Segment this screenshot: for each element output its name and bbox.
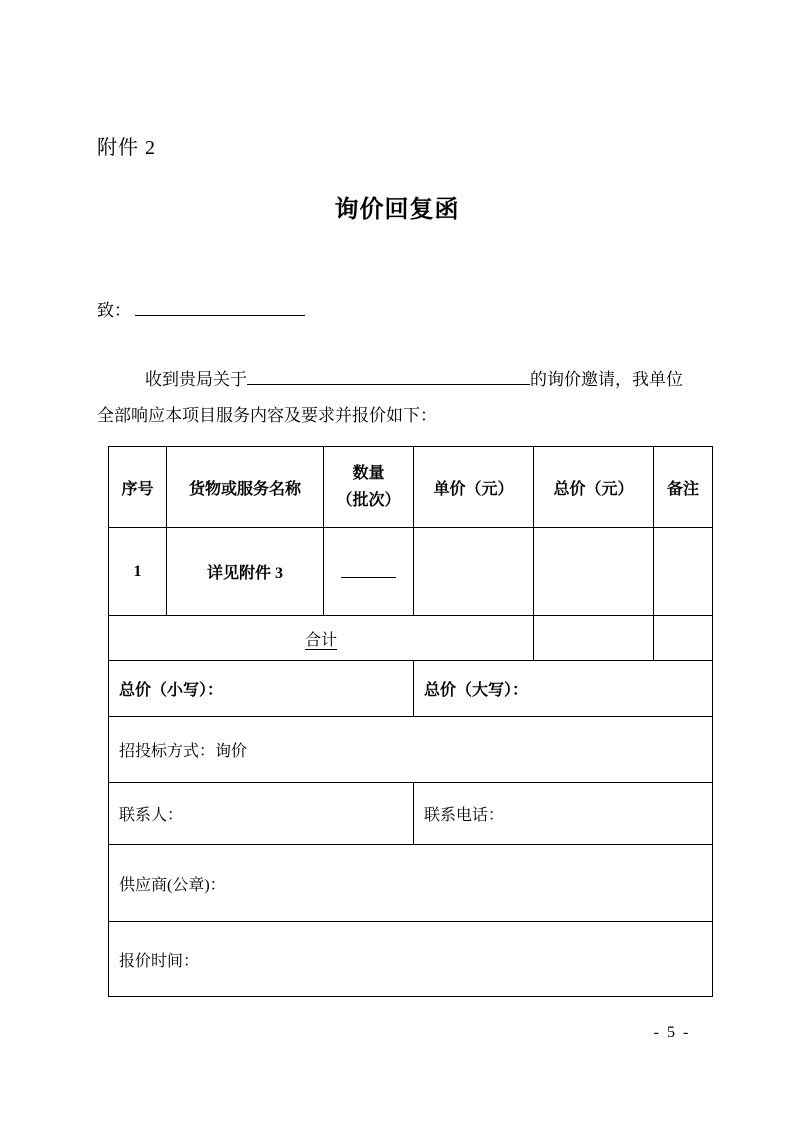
bid-method-cell: 招投标方式：询价 [109,717,713,783]
contact-person-cell: 联系人： [109,783,414,845]
paragraph-after-blank-text: 的询价邀请，我单位 [530,370,683,389]
table-row-quote-time [109,922,713,997]
page-number: - 5 - [653,1024,691,1041]
subtotal-remark-cell [654,616,713,661]
body-paragraph-line2: 全部响应本项目服务内容及要求并报价如下： [97,406,437,425]
table-header-row [109,447,713,528]
table-row-item1 [109,528,713,616]
table-row-supplier [109,845,713,922]
subtotal-total-price-cell [534,616,654,661]
quote-time-cell: 报价时间： [109,922,713,997]
table-row-subtotal [109,616,713,661]
addressee-line [97,296,305,321]
total-price-numeric-cell: 总价（小写）： [109,661,414,717]
addressee-blank-underline [135,297,305,316]
page-title: 询价回复函 [334,197,460,223]
paragraph-lead-text: 收到贵局关于 [145,370,247,389]
header-quantity-line2: （批次） [336,492,401,509]
header-cell-unit-price: 单价（元） [414,447,534,528]
quotation-table [108,446,713,997]
quantity-blank-underline [341,560,396,578]
body-paragraph-line1 [145,365,683,390]
table-row-contact [109,783,713,845]
addressee-label: 致： [97,301,131,320]
item1-quantity-cell [324,528,414,616]
header-cell-remark: 备注 [654,447,713,528]
header-cell-quantity [324,447,414,528]
item1-seq-cell: 1 [109,528,167,616]
item1-remark-cell [654,528,713,616]
item1-name-cell: 详见附件 3 [167,528,324,616]
project-name-blank-underline [247,366,530,385]
attachment-label: 附件 2 [97,137,156,159]
total-price-words-cell: 总价（大写）： [414,661,713,717]
supplier-seal-cell: 供应商(公章)： [109,845,713,922]
table-row-grand-total [109,661,713,717]
header-cell-total-price: 总价（元） [534,447,654,528]
subtotal-label: 合计 [304,631,337,649]
header-cell-seq: 序号 [109,447,167,528]
subtotal-label-cell [109,616,534,661]
header-cell-name: 货物或服务名称 [167,447,324,528]
item1-total-price-cell [534,528,654,616]
header-quantity-line1: 数量 [352,464,385,482]
table-row-bid-method [109,717,713,783]
item1-unit-price-cell [414,528,534,616]
contact-phone-cell: 联系电话： [414,783,713,845]
